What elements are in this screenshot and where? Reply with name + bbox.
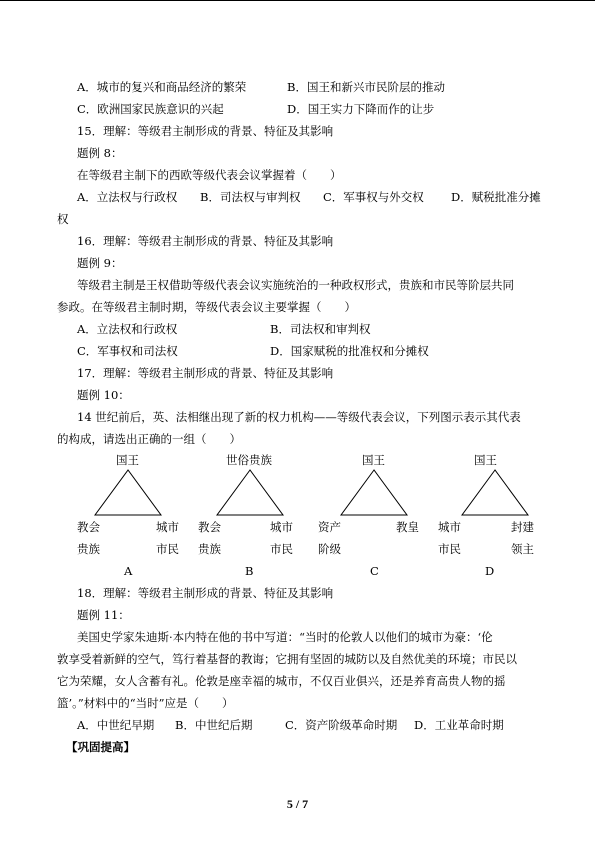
q9-option-b: B．司法权和审判权 [270,322,371,336]
triangle-c-left-label-2: 阶级 [318,542,341,556]
triangle-c-option-letter: C [370,564,379,578]
top-rule [0,0,595,1]
section-16-heading: 16．理解：等级君主制形成的背景、特征及其影响 [77,234,334,248]
q11-stem-line-1: 美国史学家朱迪斯·本内特在他的书中写道：“当时的伦敦人以他们的城市为豪：‘伦 [77,630,493,644]
triangle-c-right-label-1: 教皇 [396,520,419,534]
q11-option-a: A．中世纪早期 [77,718,155,732]
triangle-a-shape [95,470,161,515]
q11-stem-line-2: 敦享受着新鲜的空气，笃行着基督的教诲；它拥有坚固的城防以及自然优美的环境；市民以 [57,652,517,666]
triangle-a-option-letter: A [124,564,133,578]
triangle-d-shape [462,470,528,515]
example-8-label: 题例 8： [77,146,123,160]
triangle-a-left-label-1: 教会 [77,520,100,534]
page-number: 5 / 7 [286,797,309,811]
triangle-a-left-label-2: 贵族 [77,542,100,556]
triangle-d-option-letter: D [485,564,495,578]
section-15-heading: 15．理解：等级君主制形成的背景、特征及其影响 [77,124,334,138]
example-9-label: 题例 9： [77,256,123,270]
triangle-d-left-label-1: 城市 [438,520,461,534]
q11-option-b: B．中世纪后期 [175,718,253,732]
q8-stem: 在等级君主制下的西欧等级代表会议掌握着（ ） [77,168,342,182]
triangle-d-right-label-2: 领主 [511,542,534,556]
triangle-b-shape [217,470,283,515]
triangle-a-top-label: 国王 [116,453,139,467]
triangle-b-right-label-2: 市民 [270,542,293,556]
triangle-b-right-label-1: 城市 [270,520,293,534]
q10-stem-line-1: 14 世纪前后，英、法相继出现了新的权力机构——等级代表会议，下列图示表示其代表 [77,410,521,424]
q8-option-a: A．立法权与行政权 [77,190,178,204]
q8-option-d-continued: 权 [57,212,69,226]
triangle-c-shape [341,470,407,515]
triangle-a-right-label-2: 市民 [156,542,179,556]
triangle-d-top-label: 国王 [474,453,497,467]
q11-option-c: C．资产阶级革命时期 [285,718,398,732]
q9-stem-line-1: 等级君主制是王权借助等级代表会议实施统治的一种政权形式，贵族和市民等阶层共同 [77,278,514,292]
q11-stem-line-3: 它为荣耀，女人含蓄有礼。伦敦是座幸福的城市，不仅百业俱兴，还是养育高贵人物的摇 [57,674,506,688]
triangle-b-top-label: 世俗贵族 [226,453,272,467]
q14-option-b: B．国王和新兴市民阶层的推动 [287,80,445,94]
q14-option-c: C．欧洲国家民族意识的兴起 [77,102,224,116]
example-10-label: 题例 10： [77,388,130,402]
triangle-d-right-label-1: 封建 [511,520,534,534]
section-title-consolidation: 【巩固提高】 [66,740,135,754]
triangle-b-option-letter: B [245,564,254,578]
triangle-b-left-label-1: 教会 [198,520,221,534]
triangle-c-left-label-1: 资产 [318,520,341,534]
q14-option-d: D．国王实力下降而作的让步 [287,102,435,116]
section-18-heading: 18．理解：等级君主制形成的背景、特征及其影响 [77,586,334,600]
q14-option-a: A．城市的复兴和商品经济的繁荣 [77,80,247,94]
triangle-b-left-label-2: 贵族 [198,542,221,556]
q9-option-a: A．立法权和行政权 [77,322,178,336]
q9-option-d: D．国家赋税的批准权和分摊权 [270,344,429,358]
q11-stem-line-4: 篮’。”材料中的“当时”应是（ ） [57,696,234,710]
section-17-heading: 17．理解：等级君主制形成的背景、特征及其影响 [77,366,334,380]
triangle-c-top-label: 国王 [362,453,385,467]
example-11-label: 题例 11： [77,608,130,622]
q8-option-b: B．司法权与审判权 [200,190,301,204]
triangle-a-right-label-1: 城市 [156,520,179,534]
q9-stem-line-2: 参政。在等级君主制时期，等级代表会议主要掌握（ ） [57,300,356,314]
q11-option-d: D．工业革命时期 [414,718,504,732]
q8-option-d: D．赋税批准分摊 [451,190,541,204]
q8-option-c: C．军事权与外交权 [323,190,424,204]
q10-stem-line-2: 的构成，请选出正确的一组（ ） [57,432,241,446]
q9-option-c: C．军事权和司法权 [77,344,178,358]
triangle-d-left-label-2: 市民 [438,542,461,556]
